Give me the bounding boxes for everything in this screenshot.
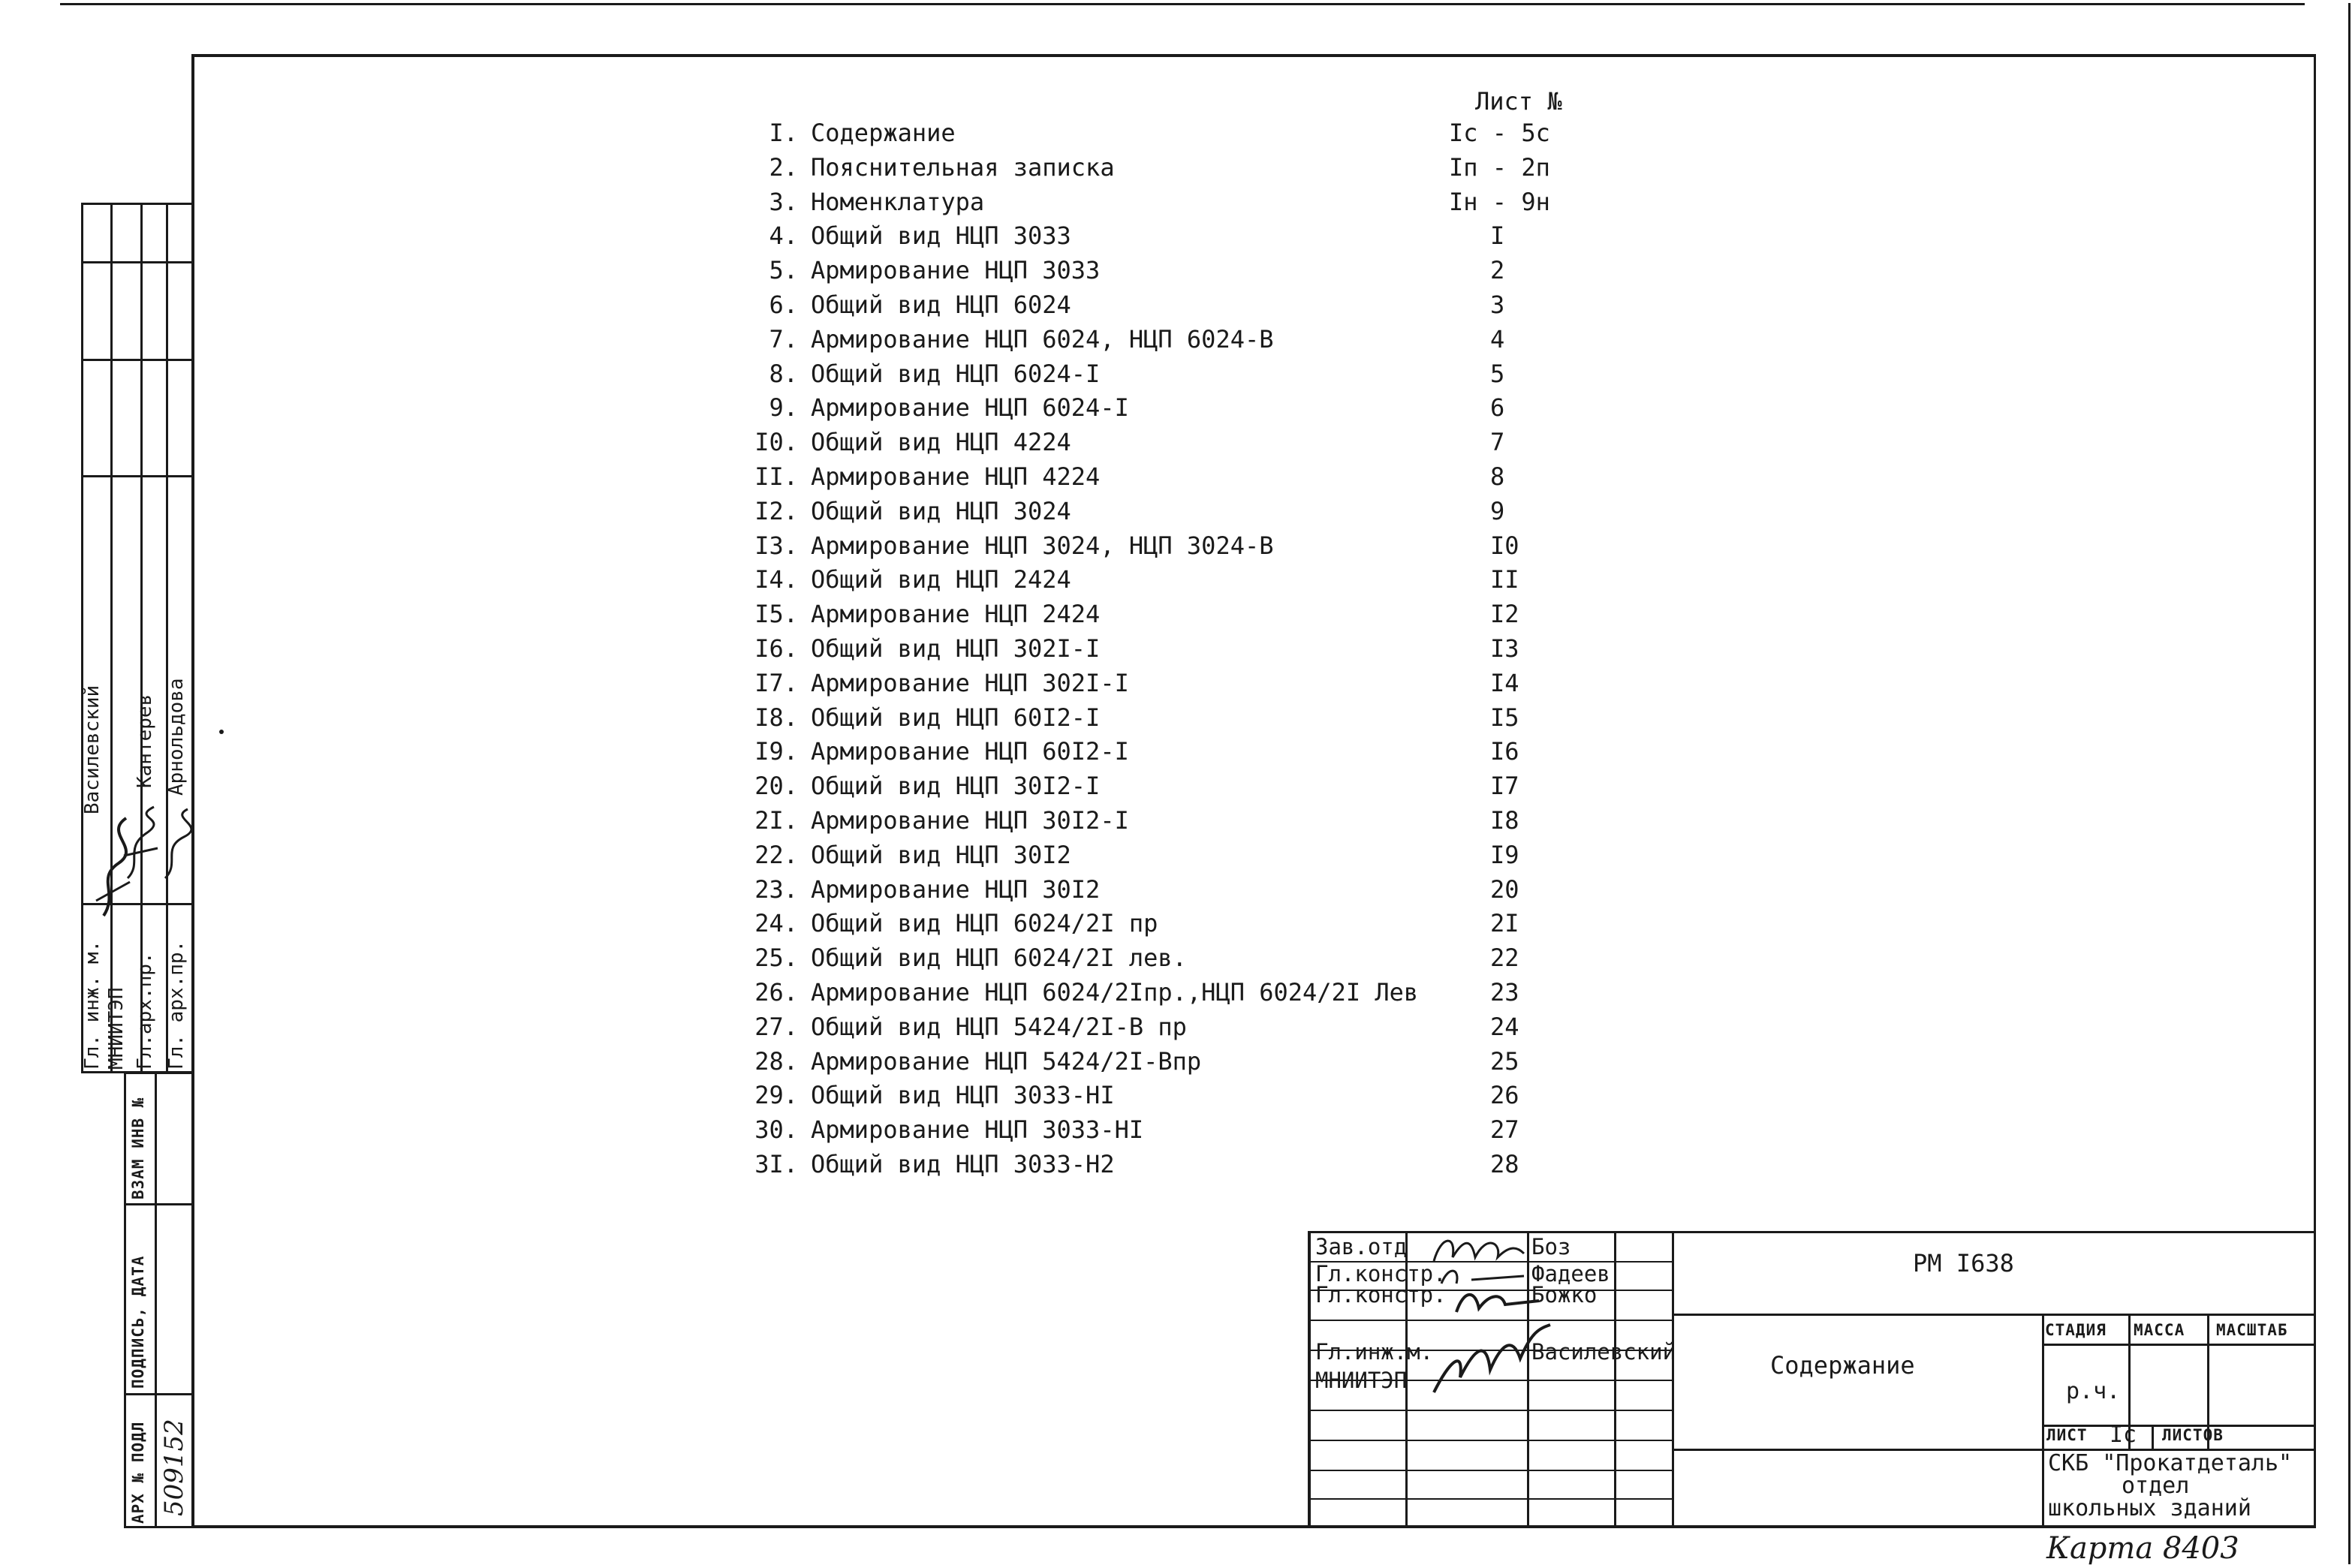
toc-item-number: 5. [769,256,798,284]
document-code: РМ I638 [1913,1249,2014,1278]
toc-item-sheet: 20 [1490,875,1519,904]
signer-name: Василевский [1531,1339,1676,1365]
toc-item-sheet: 25 [1490,1047,1519,1076]
stray-dot [219,730,224,734]
stamp-org-1: МНИИТЭП [105,987,128,1070]
toc-item-sheet: 9 [1490,497,1505,525]
toc-item-number: 28. [754,1047,798,1076]
toc-item-number: I9. [754,737,798,766]
toc-item-number: 27. [754,1013,798,1041]
toc-item-sheet: 24 [1490,1013,1519,1041]
toc-item-sheet: 7 [1490,428,1505,456]
toc-item-title: Общий вид НЦП 30I2-I [811,772,1101,800]
toc-item-sheet: 2I [1490,909,1519,937]
toc-item-sheet: Iс - 5с [1449,119,1550,147]
toc-item-sheet: 3 [1490,290,1505,319]
toc-item-title: Армирование НЦП 4224 [811,462,1101,491]
top-edge-line [60,3,2305,5]
toc-item-title: Армирование НЦП 6024, НЦП 6024-В [811,325,1274,354]
toc-item-title: Армирование НЦП 302I-I [811,669,1129,697]
toc-item-title: Общий вид НЦП 6024/2I пр [811,909,1158,937]
stamp-label-inv: ВЗАМ ИНВ № [129,1097,147,1199]
toc-item-title: Армирование НЦП 30I2 [811,875,1101,904]
sheet-label: ЛИСТ [2046,1426,2088,1444]
toc-item-sheet: I3 [1490,634,1519,663]
toc-item-number: 2I. [754,806,798,835]
toc-item-number: I4. [754,565,798,594]
toc-item-sheet: 6 [1490,393,1505,422]
toc-item-sheet: I2 [1490,600,1519,628]
toc-item-number: I5. [754,600,798,628]
toc-item-title: Армирование НЦП 3024, НЦП 3024-В [811,531,1274,560]
sheet-column-header: Лист № [1475,87,1562,116]
toc-item-title: Армирование НЦП 3033-НI [811,1115,1144,1144]
toc-item-sheet: I6 [1490,737,1519,766]
stage-value: р.ч. [2066,1378,2121,1404]
toc-item-title: Армирование НЦП 6024-I [811,393,1129,422]
mass-label: МАССА [2134,1321,2185,1339]
toc-item-number: 25. [754,944,798,972]
toc-item-number: I7. [754,669,798,697]
toc-item-number: I8. [754,703,798,732]
toc-item-number: II. [754,462,798,491]
stamp-role-3: Гл. арх.пр. [165,940,188,1070]
signer-name: Фадеев [1531,1261,1610,1287]
sheet-value: Iс [2110,1422,2137,1448]
toc-item-sheet: Iн - 9н [1449,188,1550,216]
toc-item-number: 7. [769,325,798,354]
toc-item-sheet: I9 [1490,841,1519,869]
signature-side-3 [154,803,199,886]
toc-item-title: Армирование НЦП 3033 [811,256,1101,284]
archive-number: 509152 [159,1419,189,1516]
document-title: Содержание [1770,1351,1915,1380]
toc-item-title: Общий вид НЦП 60I2-I [811,703,1101,732]
toc-item-number: 23. [754,875,798,904]
toc-item-title: Общий вид НЦП 5424/2I-В пр [811,1013,1187,1041]
toc-item-number: 2. [769,153,798,182]
toc-item-title: Армирование НЦП 6024/2Iпр.,НЦП 6024/2I Лев [811,978,1419,1007]
card-note: Карта 8403 [2046,1531,2239,1566]
stamp-role-1: Гл. инж. м. [81,940,104,1070]
signer-role: Гл.констр. [1315,1282,1447,1308]
org-line-3: школьных зданий [2048,1495,2251,1521]
toc-item-sheet: I0 [1490,531,1519,560]
toc-item-title: Армирование НЦП 2424 [811,600,1101,628]
toc-item-title: Армирование НЦП 30I2-I [811,806,1129,835]
toc-item-title: Армирование НЦП 5424/2I-Впр [811,1047,1202,1076]
toc-item-number: I3. [754,531,798,560]
toc-item-number: 22. [754,841,798,869]
stamp-name-2: Кантерев [134,694,156,788]
toc-item-title: Пояснительная записка [811,153,1115,182]
toc-item-number: 9. [769,393,798,422]
toc-item-number: 20. [754,772,798,800]
toc-item-sheet: 5 [1490,360,1505,388]
signer-role: Зав.отд [1315,1234,1408,1260]
org-line-2: отдел [2122,1473,2190,1499]
stamp-label-sign: ПОДПИСЬ, ДАТА [129,1255,147,1389]
toc-item-number: 3I. [754,1150,798,1178]
signature-title-4 [1426,1317,1554,1400]
toc-item-title: Общий вид НЦП 4224 [811,428,1071,456]
toc-item-title: Общий вид НЦП 2424 [811,565,1071,594]
toc-item-sheet: I8 [1490,806,1519,835]
stamp-name-3: Арнольдова [165,678,188,796]
toc-item-title: Общий вид НЦП 3033-Н2 [811,1150,1115,1178]
toc-item-sheet: I7 [1490,772,1519,800]
signature-title-3 [1449,1282,1546,1320]
toc-item-sheet: I5 [1490,703,1519,732]
toc-item-sheet: 26 [1490,1081,1519,1109]
toc-item-sheet: 23 [1490,978,1519,1007]
toc-item-title: Общий вид НЦП 6024/2I лев. [811,944,1187,972]
toc-item-sheet: 2 [1490,256,1505,284]
toc-item-title: Общий вид НЦП 3033-НI [811,1081,1115,1109]
stamp-role-2: Гл.арх.пр. [134,952,156,1070]
toc-item-title: Общий вид НЦП 302I-I [811,634,1101,663]
toc-item-sheet: I [1490,221,1505,250]
toc-item-title: Общий вид НЦП 3024 [811,497,1071,525]
sheets-label: ЛИСТОВ [2162,1426,2224,1444]
right-edge-line [2348,3,2350,1564]
stage-label: СТАДИЯ [2045,1321,2107,1339]
toc-item-title: Общий вид НЦП 6024 [811,290,1071,319]
toc-item-title: Армирование НЦП 60I2-I [811,737,1129,766]
toc-item-number: 26. [754,978,798,1007]
toc-item-sheet: 27 [1490,1115,1519,1144]
stamp-label-arch: АРХ № ПОДЛ [129,1421,147,1524]
org-line-1: СКБ "Прокатдеталь" [2048,1450,2293,1476]
toc-item-title: Общий вид НЦП 30I2 [811,841,1071,869]
toc-item-title: Содержание [811,119,956,147]
toc-item-title: Номенклатура [811,188,985,216]
toc-item-number: 6. [769,290,798,319]
toc-item-sheet: 28 [1490,1150,1519,1178]
toc-item-sheet: 4 [1490,325,1505,354]
toc-item-sheet: II [1490,565,1519,594]
toc-item-number: 4. [769,221,798,250]
toc-item-number: 3. [769,188,798,216]
signer-role: МНИИТЭП [1315,1368,1408,1393]
scale-label: МАСШТАБ [2216,1321,2288,1339]
signer-name: Боз [1531,1234,1571,1260]
signer-role: Гл.констр. [1315,1261,1447,1287]
toc-item-number: I. [769,119,798,147]
toc-item-sheet: 22 [1490,944,1519,972]
toc-item-number: 24. [754,909,798,937]
toc-item-sheet: I4 [1490,669,1519,697]
toc-item-number: I0. [754,428,798,456]
toc-item-title: Общий вид НЦП 3033 [811,221,1071,250]
toc-item-number: I2. [754,497,798,525]
toc-item-number: I6. [754,634,798,663]
signer-name: Божко [1531,1282,1598,1308]
toc-item-number: 8. [769,360,798,388]
stamp-name-1: Василевский [81,685,104,814]
toc-item-sheet: 8 [1490,462,1505,491]
toc-item-sheet: Iп - 2п [1449,153,1550,182]
toc-item-title: Общий вид НЦП 6024-I [811,360,1101,388]
signer-role: Гл.инж.м. [1315,1339,1434,1365]
toc-item-number: 29. [754,1081,798,1109]
toc-item-number: 30. [754,1115,798,1144]
